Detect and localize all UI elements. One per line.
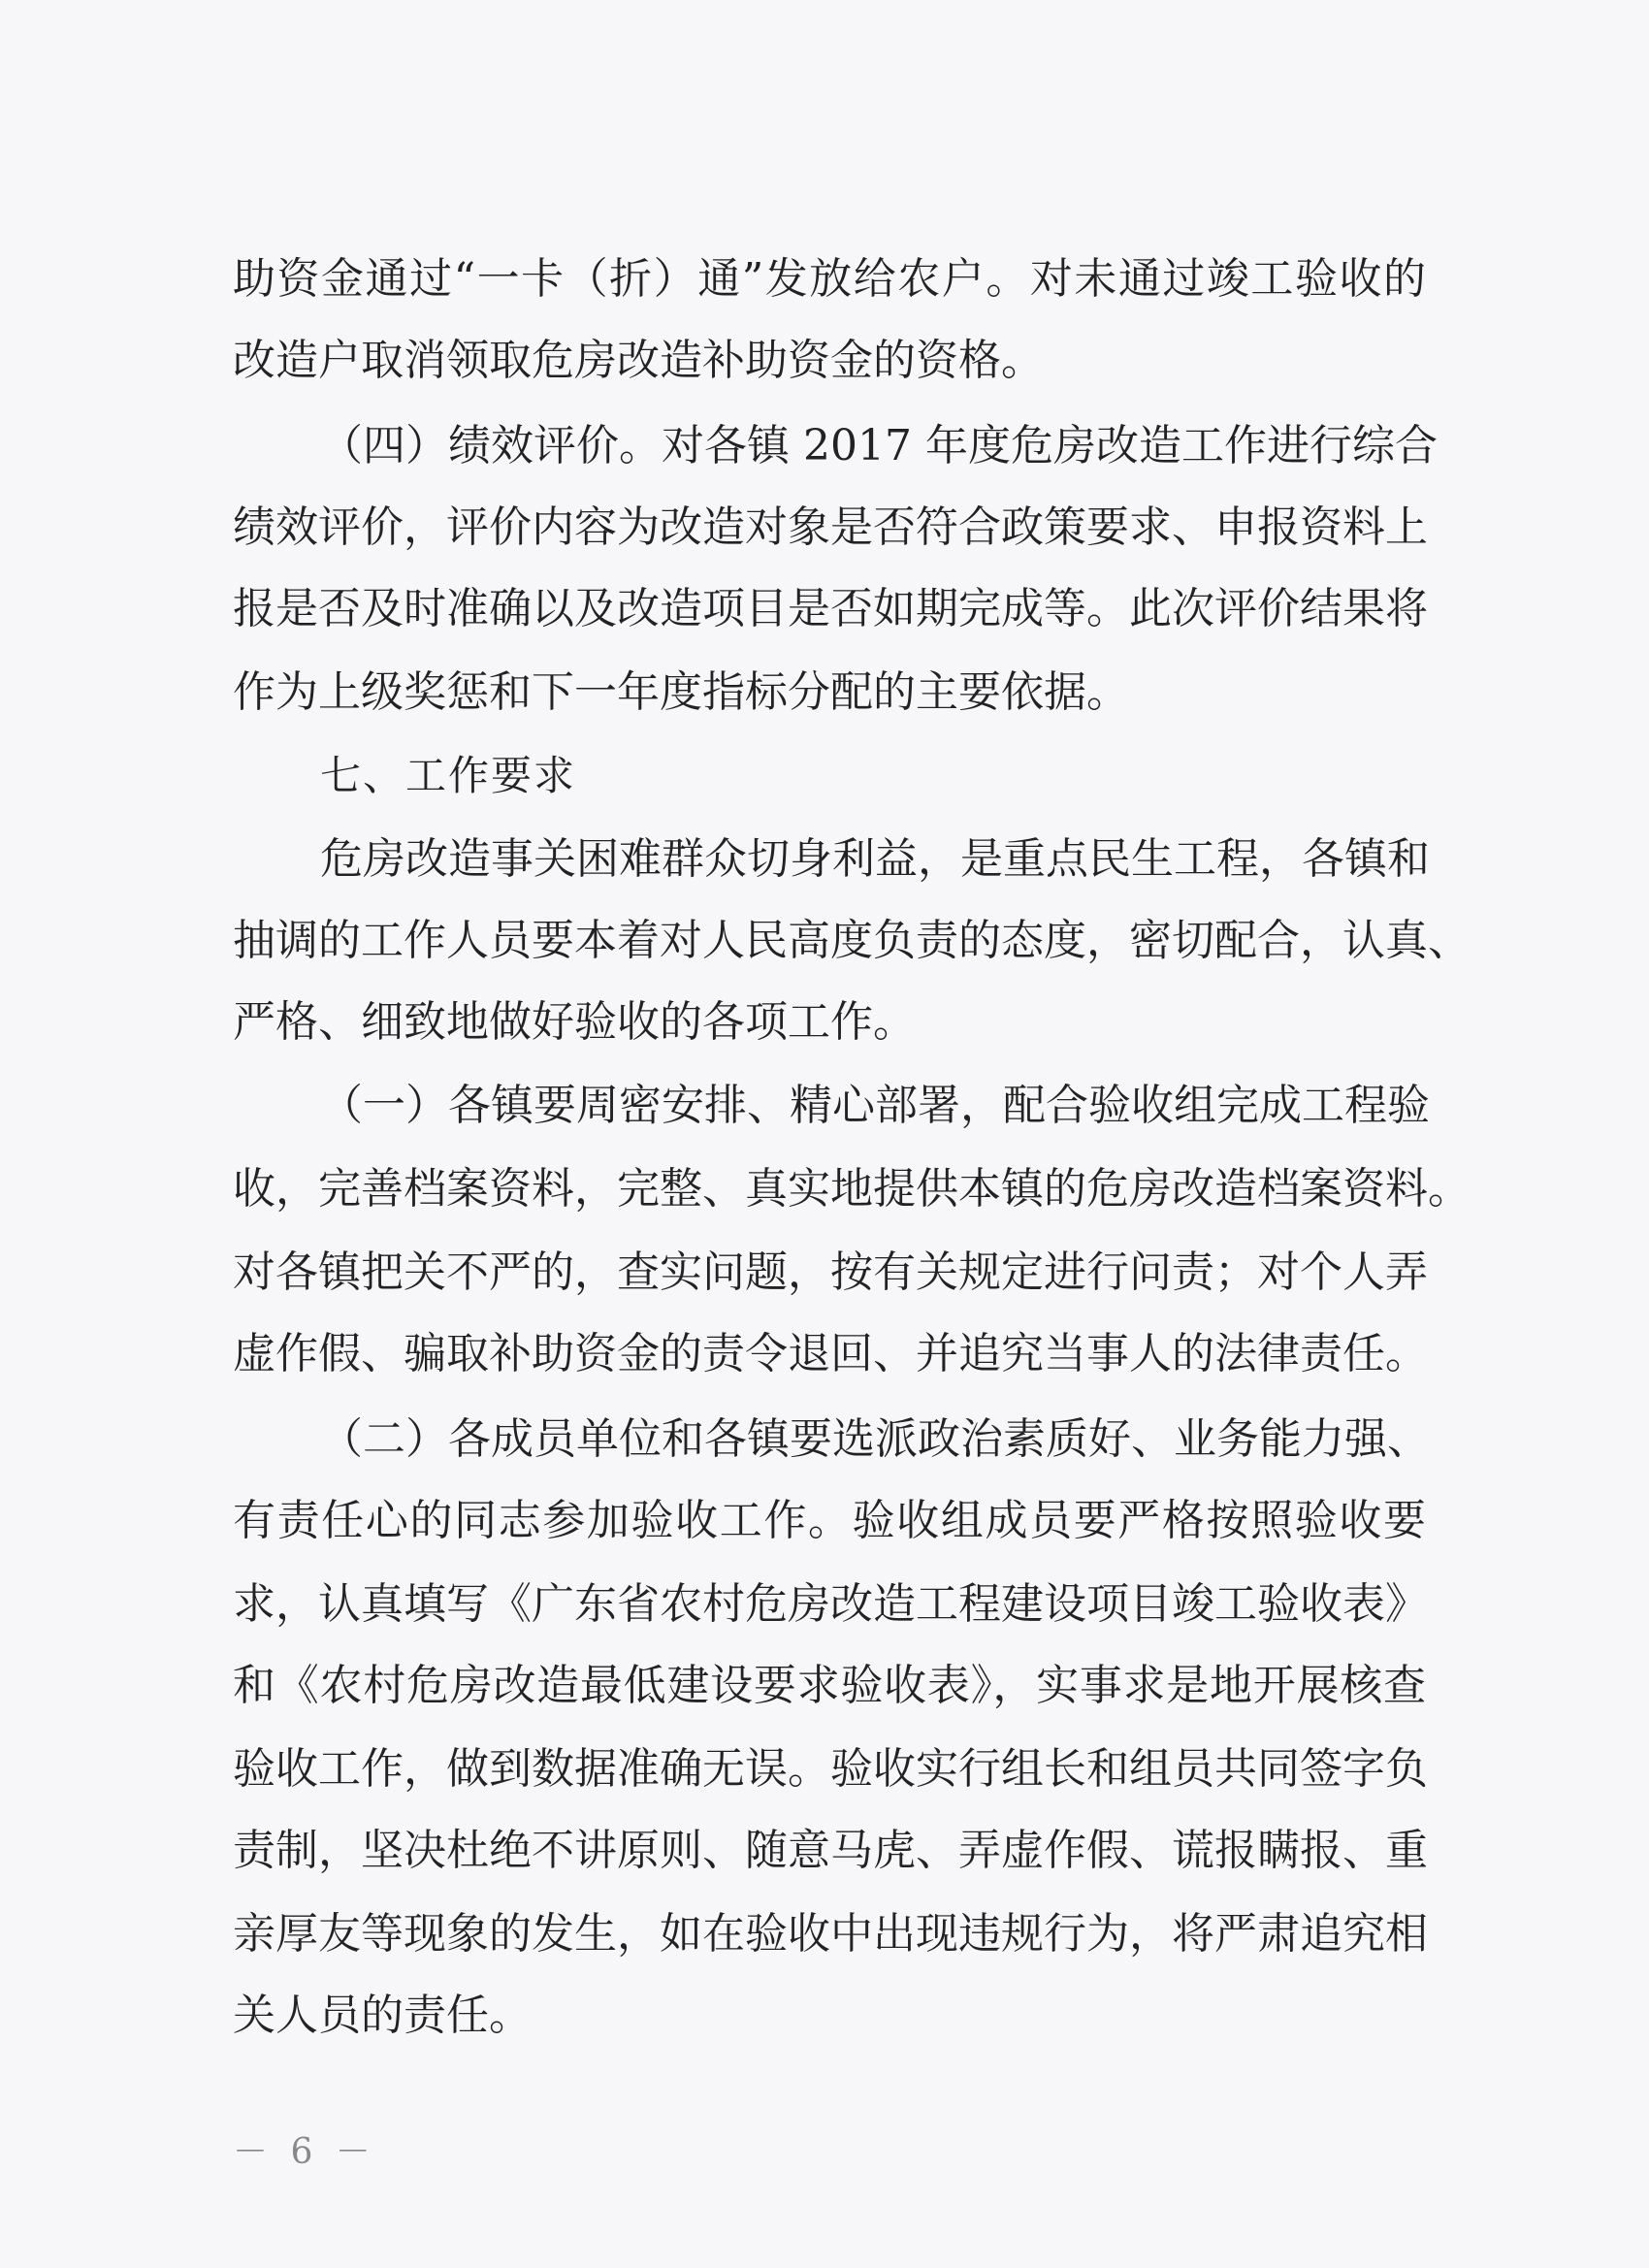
- text-line: 绩效评价，评价内容为改造对象是否符合政策要求、申报资料上: [233, 502, 1428, 552]
- text-line: 有责任心的同志参加验收工作。验收组成员要严格按照验收要: [233, 1496, 1426, 1545]
- text-line: 收，完善档案资料，完整、真实地提供本镇的危房改造档案资料。: [233, 1164, 1471, 1214]
- text-line: 求，认真填写《广东省农村危房改造工程建设项目竣工验收表》: [233, 1579, 1428, 1629]
- text-line: 严格、细致地做好验收的各项工作。: [233, 997, 916, 1047]
- page-number: － 6 －: [233, 2132, 376, 2172]
- text-line: （一）各镇要周密安排、精心部署，配合验收组完成工程验: [320, 1081, 1430, 1130]
- text-line: （二）各成员单位和各镇要选派政治素质好、业务能力强、: [320, 1414, 1430, 1464]
- text-line: 抽调的工作人员要本着对人民高度负责的态度，密切配合，认真、: [233, 916, 1471, 965]
- section-heading: 七、工作要求: [320, 752, 577, 799]
- text-line: 亲厚友等现象的发生，如在验收中出现违规行为，将严肃追究相: [233, 1909, 1428, 1959]
- text-line: 危房改造事关困难群众切身利益，是重点民生工程，各镇和: [320, 834, 1430, 884]
- text-line: 作为上级奖惩和下一年度指标分配的主要依据。: [233, 667, 1129, 717]
- text-line: 责制，坚决杜绝不讲原则、随意马虎、弄虚作假、谎报瞒报、重: [233, 1826, 1428, 1875]
- text-line: 对各镇把关不严的，查实问题，按有关规定进行问责；对个人弄: [233, 1247, 1428, 1297]
- text-line: 助资金通过“一卡（折）通”发放给农户。对未通过竣工验收的: [233, 254, 1426, 304]
- text-line: 报是否及时准确以及改造项目是否如期完成等。此次评价结果将: [233, 584, 1428, 633]
- text-line: 改造户取消领取危房改造补助资金的资格。: [233, 336, 1044, 385]
- text-line: 验收工作，做到数据准确无误。验收实行组长和组员共同签字负: [233, 1744, 1428, 1794]
- text-line: 关人员的责任。: [233, 1991, 532, 2040]
- text-line: 和《农村危房改造最低建设要求验收表》，实事求是地开展核查: [233, 1661, 1426, 1710]
- text-line: 虚作假、骗取补助资金的责令退回、并追究当事人的法律责任。: [233, 1329, 1428, 1378]
- text-line: （四）绩效评价。对各镇 2017 年度危房改造工作进行综合: [320, 421, 1438, 470]
